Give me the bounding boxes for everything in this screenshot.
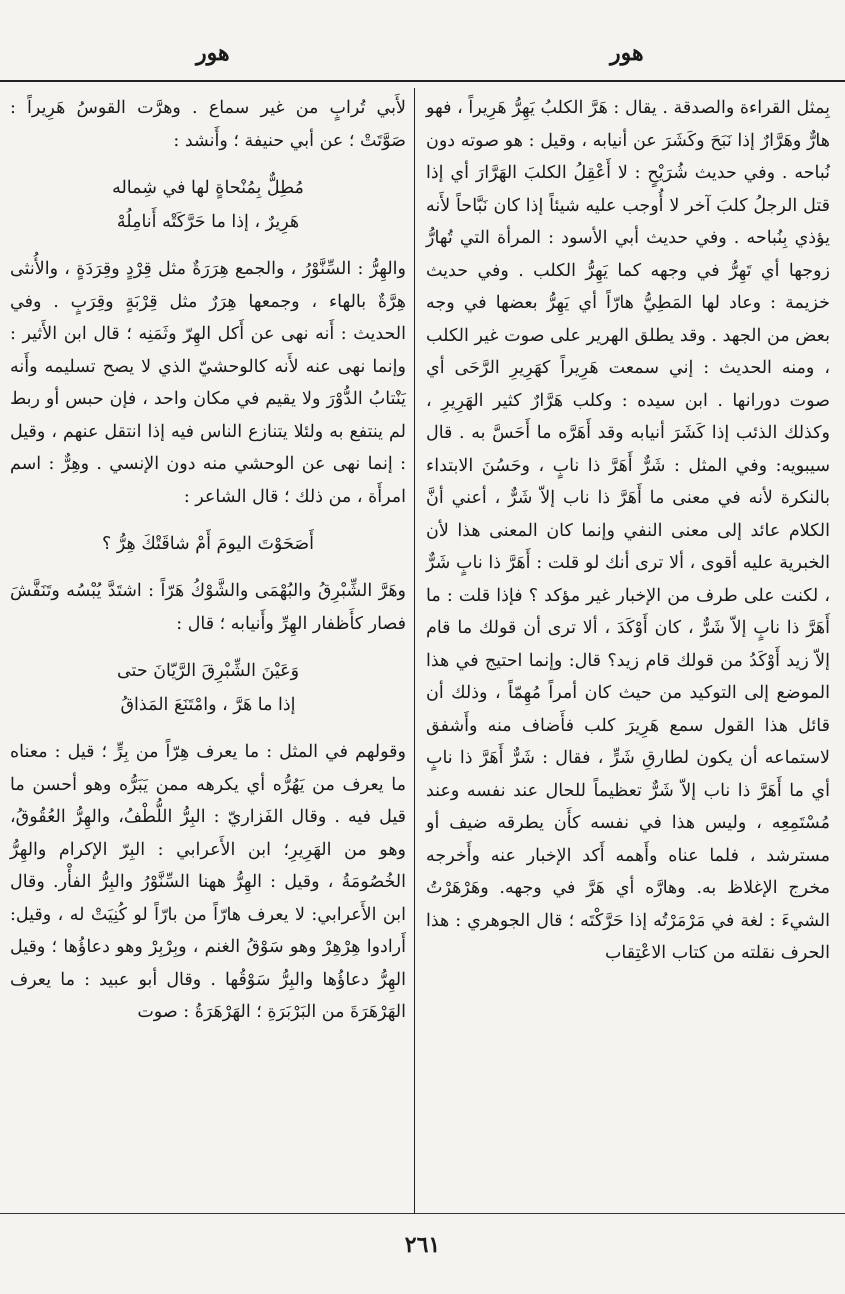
verse-1-line-2: هَرِيرٌ ، إذا ما حَرَّكَتْه أَنامِلُهْ [116, 212, 300, 232]
right-column [426, 92, 830, 970]
left-column [10, 92, 406, 1029]
footer-rule [0, 1213, 845, 1214]
left-paragraph-1: لأَبي تُرابٍ من غير سماع . وهرَّت القوسُ هَرِيراً : صَوَّتَتْ ؛ عن أبي حنيفة ؛ وأَنشد : [10, 98, 406, 151]
left-paragraph-2: والهِرُّ : السِّنَّوْرُ ، والجمع هِرَرَةٌ مثل قِرْدٍ وقِرَدَةٍ ، والأُنثى هِرَّةٌ بالهاء ، وجمعها هِرَرٌ مثل قِرْبَةٍ وقِرَبٍ . وفي الحديث : أَنه نهى عن أَكل الهِرّ وثَمَنِه ؛ قال ابن الأَثير : وإنما نهى عنه لأَنه كالوحشيّ الذي لا يصح تسليمه وأَنه يَنْتابُ الدُّوْرَ ولا يقيم في مكان واحد ، فإن حبس أو ربط لم ينتفع به ولئلا يتنازع الناس فيه إذا انتقل عنهم ، وقيل : إنما نهى عن الوحشي منه دون الإنسي . وهِرٌّ : اسم امرأَة ، من ذلك ؛ قال الشاعر : [10, 259, 406, 507]
verse-3-line-2: إذا ما هَرَّ ، وامْتَنَعَ المَذاقُ [120, 695, 296, 715]
header-right-word: هور [610, 40, 644, 66]
verse-3-line-1: وَعَيْنَ الشِّبْرِقَ الرَّيّانَ حتى [116, 661, 300, 681]
header-rule [0, 80, 845, 82]
verse-1-line-1: مُطِلٌّ بِمُنْحاةٍ لها في شِماله [112, 178, 304, 198]
right-column-text: بِمثل القراءة والصدقة . يقال : هَرَّ الكلبُ يَهِرُّ هَرِيراً ، فهو هارٌّ وهَرَّارٌ إذا نَبَحَ وكَشَرَ عن أنيابه ، وقيل : هو صوته دون نُباحه . وفي حديث شُرَيْحٍ : لا أَعْقِلُ الكلبَ الهَرَّارَ أي إذا قتل الرجلُ كلبَ آخر لا أُوجب عليه شيئاً إذا كان نَبَّاحاً لأَنه يؤذي بِنُباحه . وفي حديث أبي الأسود : المرأة التي تُهارُّ زوجها أي تَهِرُّ في وجهه كما يَهِرُّ الكلب . وفي حديث خزيمة : وعاد لها المَطِيُّ هارّاً أي يَهِرُّ بعضها في وجه بعض من الجهد . وقد يطلق الهرير على صوت غير الكلب ، ومنه الحديث : إني سمعت هَرِيراً كهَرِيرِ الرَّحَى أي صوت دورانها . ابن سيده : وكلب هَرَّارٌ كثير الهَرِيرِ ، وكذلك الذئب إذا كَشَرَ أنيابه وقد أَهَرَّه ما أَحَسَّ به . قال سيبويه: وفي المثل : شَرٌّ أَهَرَّ ذا نابٍ ، وحَسُنَ الابتداء بالنكرة لأنه في معنى ما أَهَرَّ ذا ناب إلاّ شَرٌّ ، أعني أنَّ الكلام عائد إلى معنى النفي وإنما كان المعنى هذا لأن الخبرية عليه أقوى ، ألا ترى أنك لو قلت : أَهَرَّ ذا نابٍ شَرٌّ ، لكنت على طرف من الإخبار غير مؤكد ؟ فإذا قلت : ما أَهَرَّ ذا نابٍ إلاّ شَرٌّ ، كان أَوْكَدَ ، ألا ترى أن قولك ما قام إلاّ زيد أَوْكَدُ من قولك قام زيد؟ قال: وإنما احتيج في هذا الموضع إلى التوكيد من حيث كان أمراً مُهِمّاً ، وذلك أن قائل هذا القول سمع هَرِيرَ كلب فأَضاف منه وأَشفق لاستماعه أن يكون لطارقِ شَرٍّ ، فقال : شَرٌّ أَهَرَّ ذا نابٍ أي ما أَهَرَّ ذا ناب إلاّ شَرٌّ تعظيماً للحال عند نفسه وعند مُسْتَمِعِه ، وليس هذا في نفسه كأَن يطرقه ضيف أو مسترشد ، فلما عناه وأَهمه أَكد الإخبار عنه وأَخرجه مخرج الإغلاظ به. وهارَّه أي هَرَّ في وجهه. وهَرْهَرْتُ الشيءَ : لغة في مَرْمَرْتُه إذا حَرَّكْتَه ؛ قال الجوهري : هذا الحرف نقلته من كتاب الاعْتِقاب [426, 98, 830, 963]
left-paragraph-3: وهَرَّ الشِّبْرِقُ والبُهْمَى والشَّوْكُ هَرّاً : اشتَدَّ يُبْسُه وتَنَفَّشَ فصار كأَظفار الهِرِّ وأَنيابه ؛ قال : [10, 581, 406, 634]
page-number: ٢٦١ [404, 1232, 441, 1258]
header-left-word: هور [196, 40, 230, 66]
verse-2: أَصَحَوْتَ اليومَ أَمْ شاقَتْكَ هِرُّ ؟ [102, 534, 314, 554]
column-divider [414, 88, 415, 1214]
left-paragraph-4: وقولهم في المثل : ما يعرف هِرّاً من بِرٍّ ؛ قيل : معناه ما يعرف من يَهُرُّه أي يكرهه ممن يَبَرُّه وهو أحسن ما قيل فيه . وقال الفَزاريّ : البِرُّ اللُّطْفُ، والهِرُّ العُقُوقُ، وهو من الهَرِيرِ؛ ابن الأَعرابي : البِرّ الإكرام والهِرُّ الخُصُومَةُ ، وقيل : الهِرُّ ههنا السِّنَّوْرُ والبِرُّ الفأْر. وقال ابن الأَعرابي: لا يعرف هارّاً من بارّاً لو كُنِيَتْ له ، وقيل: أَرادوا هِرْهِرْ وهو سَوْقُ الغنم ، وبِرْبِرْ وهو دعاؤُها ؛ وقيل الهِرُّ دعاؤُها والبِرُّ سَوْقُها . وقال أبو عبيد : ما يعرف الهَرْهَرَةَ من البَرْبَرَةِ ؛ الهَرْهَرَةُ : صوت [10, 742, 406, 1022]
